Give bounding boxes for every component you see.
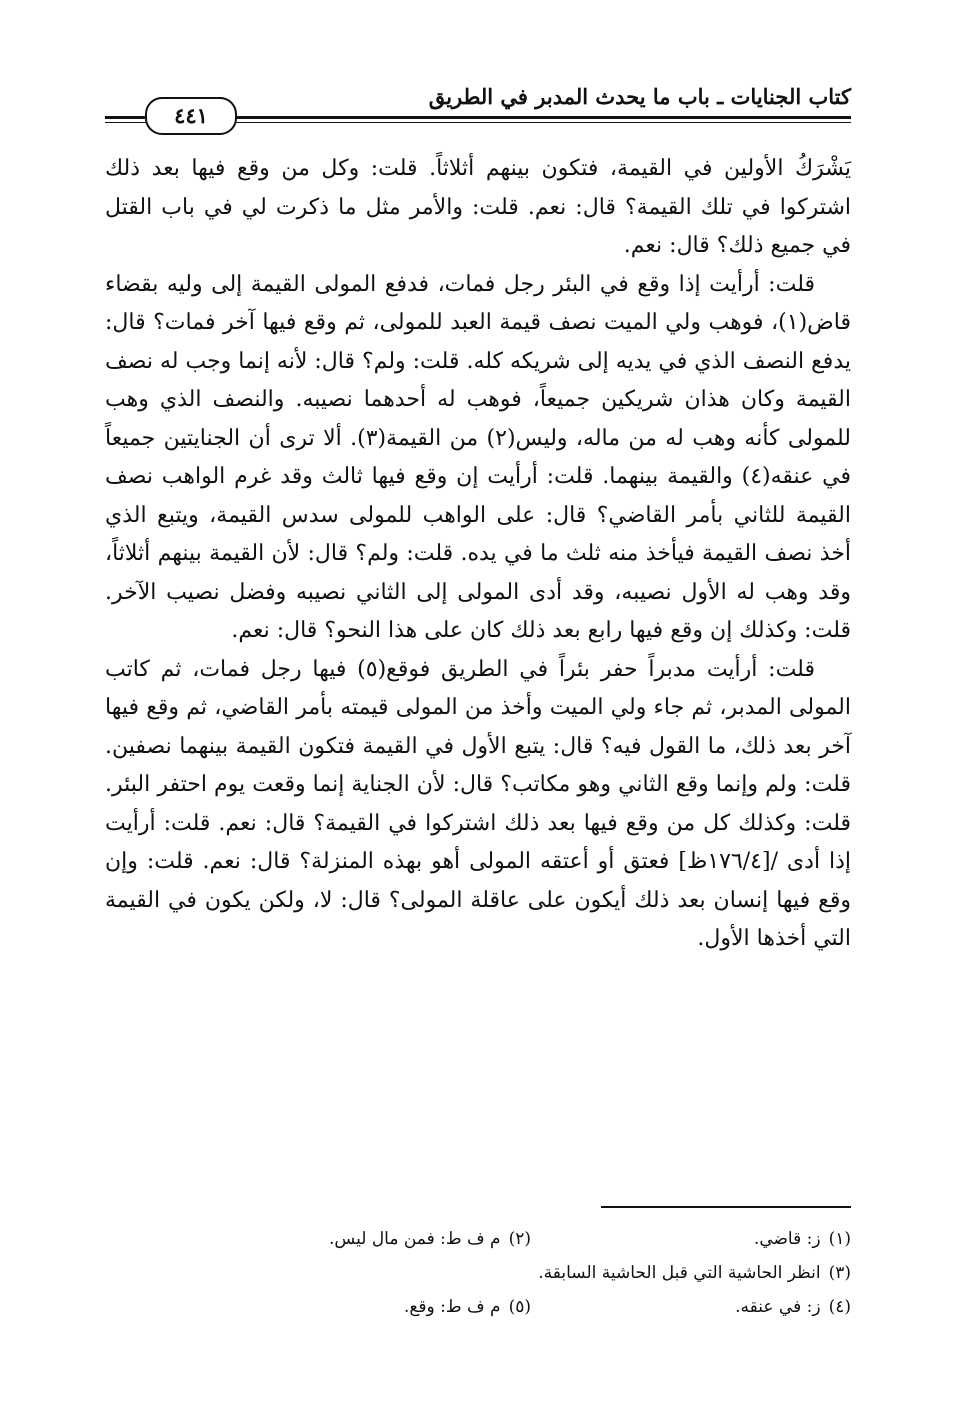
footnote-number: (٥) [508,1297,531,1317]
footnote-text: ز: في عنقه. [735,1297,821,1317]
footnote-3 [538,1256,851,1290]
paragraph: يَشْرَكُ الأولين في القيمة، فتكون بينهم أثلاثاً. قلت: وكل من وقع فيها بعد ذلك اشتركوا في تلك القيمة؟ قال: نعم. قلت: والأمر مثل ما ذكرت لي في باب القتل في جميع ذلك؟ قال: نعم. [105,156,851,258]
footnote-number: (٣) [828,1263,851,1283]
footnote-row [105,1290,851,1324]
footnote-separator [601,1206,851,1208]
footnote-text: ز: قاضي. [753,1229,821,1249]
footnote-4 [531,1290,851,1324]
page-number: ٤٤١ [145,97,237,135]
page-header [105,78,851,128]
footnote-5 [211,1290,531,1324]
footnote-row [105,1222,851,1256]
footnote-number: (٢) [508,1229,531,1249]
main-text [105,150,851,959]
paragraph: قلت: أرأيت مدبراً حفر بئراً في الطريق فوقع(٥) فيها رجل فمات، ثم كاتب المولى المدبر، ثم جاء ولي الميت وأخذ من المولى قيمته بأمر القاضي، ثم وقع فيها آخر بعد ذلك، ما القول فيه؟ قال: يتبع الأول في القيمة فتكون القيمة بينهما نصفين. قلت: ولم وإنما وقع الثاني وهو مكاتب؟ قال: لأن الجناية إنما وقعت يوم احتفر البئر. قلت: وكذلك كل من وقع فيها بعد ذلك اشتركوا في القيمة؟ قال: نعم. قلت: أرأيت إذا أدى /[١٧٦/٤ظ] فعتق أو أعتقه المولى أهو بهذه المنزلة؟ قال: نعم. قلت: وإن وقع فيها إنسان بعد ذلك أيكون على عاقلة المولى؟ قال: لا، ولكن يكون في القيمة التي أخذها الأول. [105,656,851,951]
footnote-2 [211,1222,531,1256]
footnote-number: (١) [828,1229,851,1249]
footnote-row [105,1256,851,1290]
footnote-text: انظر الحاشية التي قبل الحاشية السابقة. [538,1263,821,1283]
footnote-number: (٤) [828,1297,851,1317]
footnote-text: م ف ط: وقع. [403,1297,501,1317]
running-title: كتاب الجنايات ـ باب ما يحدث المدبر في الطريق [428,84,851,109]
footnotes [105,1222,851,1324]
footnote-1 [531,1222,851,1256]
paragraph: قلت: أرأيت إذا وقع في البئر رجل فمات، فدفع المولى القيمة إلى وليه بقضاء قاض(١)، فوهب ولي الميت نصف قيمة العبد للمولى، ثم وقع فيها آخر فمات؟ قال: يدفع النصف الذي في يديه إلى شريكه كله. قلت: ولم؟ قال: لأنه إنما وجب له نصف القيمة وكان هذان شريكين جميعاً، فوهب له أحدهما نصيبه. والنصف الذي وهب للمولى كأنه وهب له من ماله، وليس(٢) من القيمة(٣). ألا ترى أن الجنايتين جميعاً في عنقه(٤) والقيمة بينهما. قلت: أرأيت إن وقع فيها ثالث وقد غرم الواهب نصف القيمة للثاني بأمر القاضي؟ قال: على الواهب للمولى سدس القيمة، ويتبع الذي أخذ نصف القيمة فيأخذ منه ثلث ما في يده. قلت: ولم؟ قال: لأن القيمة بينهم أثلاثاً، وقد وهب له الأول نصيبه، وقد أدى المولى إلى الثاني نصيبه وفضل نصيب الآخر. قلت: وكذلك إن وقع فيها رابع بعد ذلك كان على هذا النحو؟ قال: نعم. [105,271,851,643]
footnote-text: م ف ط: فمن مال ليس. [329,1229,501,1249]
